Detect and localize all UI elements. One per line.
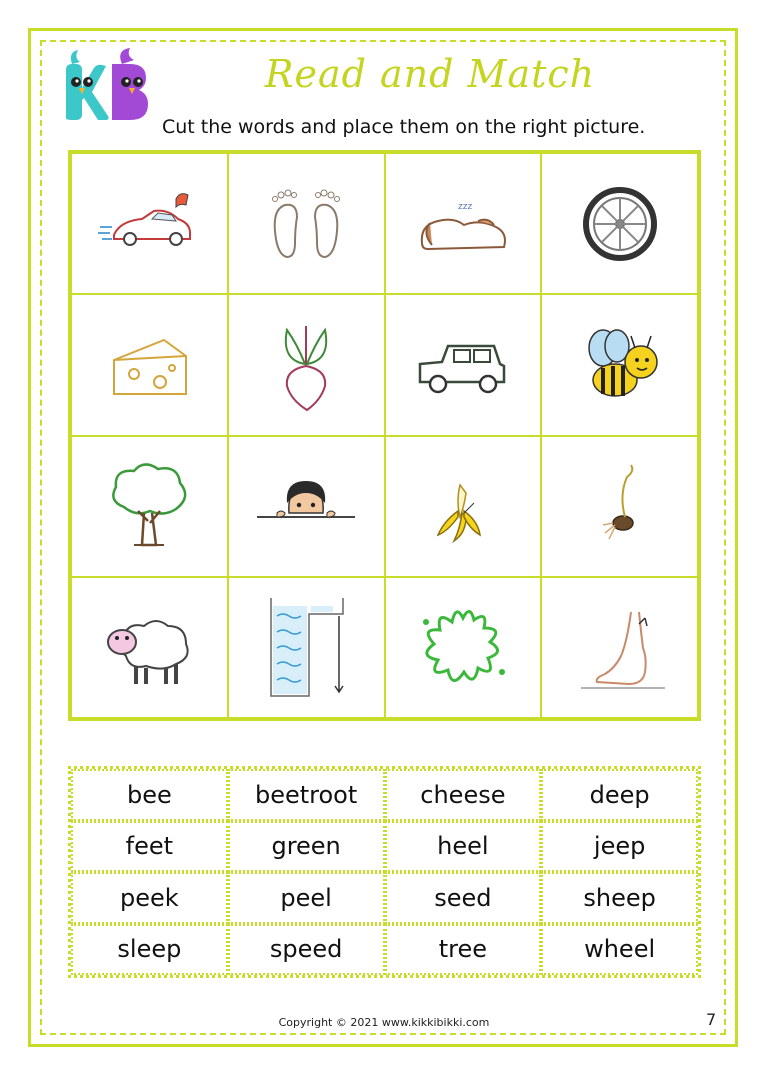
picture-cell[interactable] [385,436,542,577]
green-splash-icon [408,592,518,702]
word-card[interactable]: peel [228,872,385,924]
picture-cell[interactable] [71,294,228,435]
picture-cell[interactable] [541,294,698,435]
word-card[interactable]: jeep [541,821,698,873]
feet-icon [251,169,361,279]
word-card[interactable]: wheel [541,924,698,976]
svg-text:zzz: zzz [457,201,473,212]
bee-icon [565,310,675,420]
tree-icon [94,451,204,561]
peeking-boy-icon [251,451,361,561]
cheese-icon [94,310,204,420]
copyright-text: Copyright © 2021 www.kikkibikki.com [278,1016,490,1029]
word-cards [68,766,701,978]
picture-cell[interactable] [385,153,542,294]
picture-cell[interactable] [228,153,385,294]
word-card[interactable]: seed [385,872,542,924]
word-card[interactable]: green [228,821,385,873]
wheel-icon [565,169,675,279]
word-card[interactable]: cheese [385,769,542,821]
picture-cell[interactable] [541,153,698,294]
word-card[interactable]: sheep [541,872,698,924]
beetroot-icon [251,310,361,420]
sleeping-dog-icon [408,169,518,279]
deep-water-icon [251,592,361,702]
word-card[interactable]: deep [541,769,698,821]
jeep-icon [408,310,518,420]
picture-cell[interactable] [71,153,228,294]
word-card[interactable]: peek [71,872,228,924]
word-card[interactable]: beetroot [228,769,385,821]
instruction-text: Cut the words and place them on the right picture. [162,116,646,138]
word-card[interactable]: feet [71,821,228,873]
picture-cell[interactable] [541,577,698,718]
peeled-banana-icon [408,451,518,561]
picture-cell[interactable] [71,577,228,718]
word-card[interactable]: tree [385,924,542,976]
sprouting-seed-icon [565,451,675,561]
picture-cell[interactable] [228,577,385,718]
picture-cell[interactable] [385,294,542,435]
car-icon [94,169,204,279]
picture-cell[interactable] [385,577,542,718]
sheep-icon [94,592,204,702]
kikkibikki-logo [56,48,152,132]
picture-grid [68,150,701,721]
picture-cell[interactable] [71,436,228,577]
word-card[interactable]: sleep [71,924,228,976]
picture-cell[interactable] [228,294,385,435]
page-number: 7 [706,1010,717,1029]
word-card[interactable]: heel [385,821,542,873]
picture-cell[interactable] [541,436,698,577]
word-card[interactable]: speed [228,924,385,976]
word-card[interactable]: bee [71,769,228,821]
picture-cell[interactable] [228,436,385,577]
heel-icon [565,592,675,702]
worksheet-title: Read and Match [264,52,596,96]
